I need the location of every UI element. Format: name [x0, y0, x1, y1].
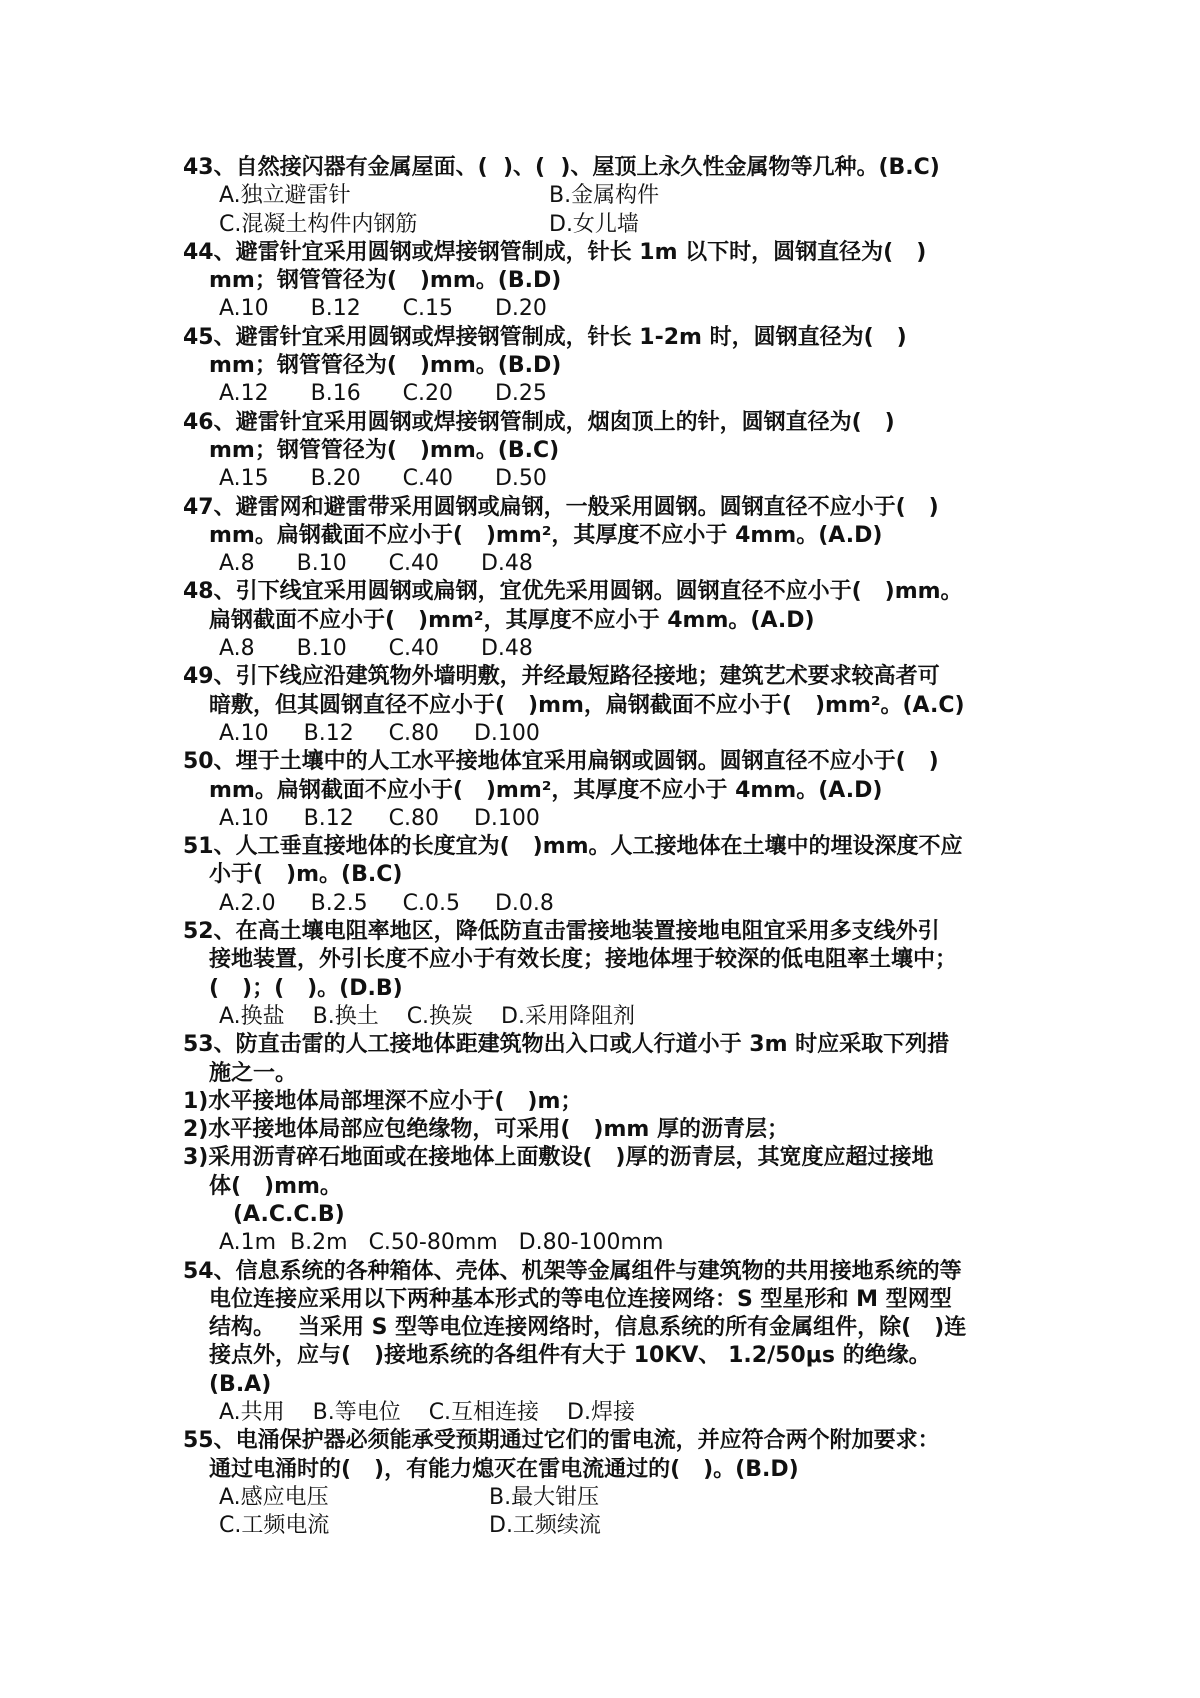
question-45-text-cont: mm；钢管管径为( )mm。(B.D) — [209, 353, 562, 379]
question-54-answer: (B.A) — [209, 1371, 272, 1397]
option-d: D.女儿墙 — [549, 211, 639, 237]
question-55-options-row-2 — [183, 1512, 1043, 1540]
option-a: A.感应电压 — [219, 1484, 329, 1510]
question-51 — [183, 833, 1043, 918]
question-46-options: A.15 B.20 C.40 D.50 — [219, 466, 547, 492]
question-52-text-cont-2: ( )；( )。(D.B) — [209, 975, 403, 1001]
question-48-text: 48、引下线宜采用圆钢或扁钢，宜优先采用圆钢。圆钢直径不应小于( )mm。 — [183, 579, 963, 605]
question-50-text: 50、埋于土壤中的人工水平接地体宜采用扁钢或圆钢。圆钢直径不应小于( ) — [183, 749, 939, 775]
question-49-text-cont: 暗敷，但其圆钢直径不应小于( )mm，扁钢截面不应小于( )mm²。(A.C) — [209, 692, 965, 718]
question-47-text-cont: mm。扁钢截面不应小于( )mm²，其厚度不应小于 4mm。(A.D) — [209, 522, 883, 548]
question-53-item-3-cont: 体( )mm。 — [209, 1173, 342, 1199]
option-a: A.独立避雷针 — [219, 183, 351, 209]
question-53-text-cont: 施之一。 — [209, 1060, 298, 1086]
question-49 — [183, 663, 1043, 748]
question-44-text-cont: mm；钢管管径为( )mm。(B.D) — [209, 268, 562, 294]
question-53 — [183, 1031, 1043, 1257]
question-46-text: 46、避雷针宜采用圆钢或焊接钢管制成，烟囱顶上的针，圆钢直径为( ) — [183, 409, 895, 435]
question-52-text: 52、在高土壤电阻率地区，降低防直击雷接地装置接地电阻宜采用多支线外引 — [183, 919, 940, 945]
question-52-text-cont: 接地装置，外引长度不应小于有效长度；接地体埋于较深的低电阻率土壤中； — [209, 947, 958, 973]
question-53-options: A.1m B.2m C.50-80mm D.80-100mm — [219, 1230, 664, 1256]
question-44-options: A.10 B.12 C.15 D.20 — [219, 296, 547, 322]
question-43-options-row-2 — [183, 211, 1043, 239]
question-53-item-2: 2)水平接地体局部应包绝缘物，可采用( )mm 厚的沥青层； — [183, 1117, 789, 1143]
option-d: D.工频续流 — [489, 1513, 601, 1539]
question-44-text: 44、避雷针宜采用圆钢或焊接钢管制成，针长 1m 以下时，圆钢直径为( ) — [183, 239, 927, 265]
question-54-text-cont-3: 接点外，应与( )接地系统的各组件有大于 10KV、 1.2/50μs 的绝缘。 — [209, 1343, 931, 1369]
question-47-text: 47、避雷网和避雷带采用圆钢或扁钢，一般采用圆钢。圆钢直径不应小于( ) — [183, 494, 939, 520]
question-48-text-cont: 扁钢截面不应小于( )mm²，其厚度不应小于 4mm。(A.D) — [209, 607, 815, 633]
question-53-text: 53、防直击雷的人工接地体距建筑物出入口或人行道小于 3m 时应采取下列措 — [183, 1032, 950, 1058]
question-53-item-3: 3)采用沥青碎石地面或在接地体上面敷设( )厚的沥青层，其宽度应超过接地 — [183, 1145, 934, 1171]
option-c: C.混凝土构件内钢筋 — [219, 211, 418, 237]
question-53-answer: (A.C.C.B) — [233, 1201, 345, 1227]
question-51-options: A.2.0 B.2.5 C.0.5 D.0.8 — [219, 890, 554, 916]
question-54-options: A.共用 B.等电位 C.互相连接 D.焊接 — [219, 1400, 635, 1426]
question-48-options: A.8 B.10 C.40 D.48 — [219, 636, 533, 662]
question-50-text-cont: mm。扁钢截面不应小于( )mm²，其厚度不应小于 4mm。(A.D) — [209, 777, 883, 803]
question-54-text-cont: 电位连接应采用以下两种基本形式的等电位连接网络：S 型星形和 M 型网型 — [209, 1286, 952, 1312]
question-52-options: A.换盐 B.换土 C.换炭 D.采用降阻剂 — [219, 1003, 635, 1029]
question-47 — [183, 494, 1043, 579]
question-43-options-row-1 — [183, 182, 1043, 210]
question-50 — [183, 748, 1043, 833]
option-b: B.金属构件 — [549, 183, 660, 209]
option-c: C.工频电流 — [219, 1513, 330, 1539]
question-53-item-1: 1)水平接地体局部埋深不应小于( )m； — [183, 1088, 583, 1114]
question-51-text: 51、人工垂直接地体的长度宜为( )mm。人工接地体在土壤中的埋设深度不应 — [183, 834, 963, 860]
question-43-text: 43、自然接闪器有金属屋面、( )、( )、屋顶上永久性金属物等几种。(B.C) — [183, 155, 940, 180]
question-44 — [183, 239, 1043, 324]
question-52 — [183, 918, 1043, 1031]
question-49-options: A.10 B.12 C.80 D.100 — [219, 720, 540, 746]
question-43 — [183, 154, 1043, 239]
question-46-text-cont: mm；钢管管径为( )mm。(B.C) — [209, 437, 560, 463]
question-list — [183, 154, 1043, 1541]
question-45-text: 45、避雷针宜采用圆钢或焊接钢管制成，针长 1-2m 时，圆钢直径为( ) — [183, 324, 907, 350]
option-b: B.最大钳压 — [489, 1484, 600, 1510]
question-50-options: A.10 B.12 C.80 D.100 — [219, 805, 540, 831]
question-55-options-row-1 — [183, 1484, 1043, 1512]
question-49-text: 49、引下线应沿建筑物外墙明敷，并经最短路径接地；建筑艺术要求较高者可 — [183, 664, 940, 690]
question-54-text: 54、信息系统的各种箱体、壳体、机架等金属组件与建筑物的共用接地系统的等 — [183, 1258, 962, 1284]
question-46 — [183, 409, 1043, 494]
question-47-options: A.8 B.10 C.40 D.48 — [219, 551, 533, 577]
question-54-text-cont-2: 结构。 当采用 S 型等电位连接网络时，信息系统的所有金属组件，除( )连 — [209, 1315, 967, 1341]
question-45-options: A.12 B.16 C.20 D.25 — [219, 381, 547, 407]
question-45 — [183, 324, 1043, 409]
question-54 — [183, 1258, 1043, 1428]
question-55-text: 55、电涌保护器必须能承受预期通过它们的雷电流，并应符合两个附加要求： — [183, 1428, 940, 1454]
question-51-text-cont: 小于( )m。(B.C) — [209, 862, 403, 888]
question-55 — [183, 1427, 1043, 1540]
question-48 — [183, 578, 1043, 663]
question-55-text-cont: 通过电涌时的( )，有能力熄灭在雷电流通过的( )。(B.D) — [209, 1456, 799, 1482]
